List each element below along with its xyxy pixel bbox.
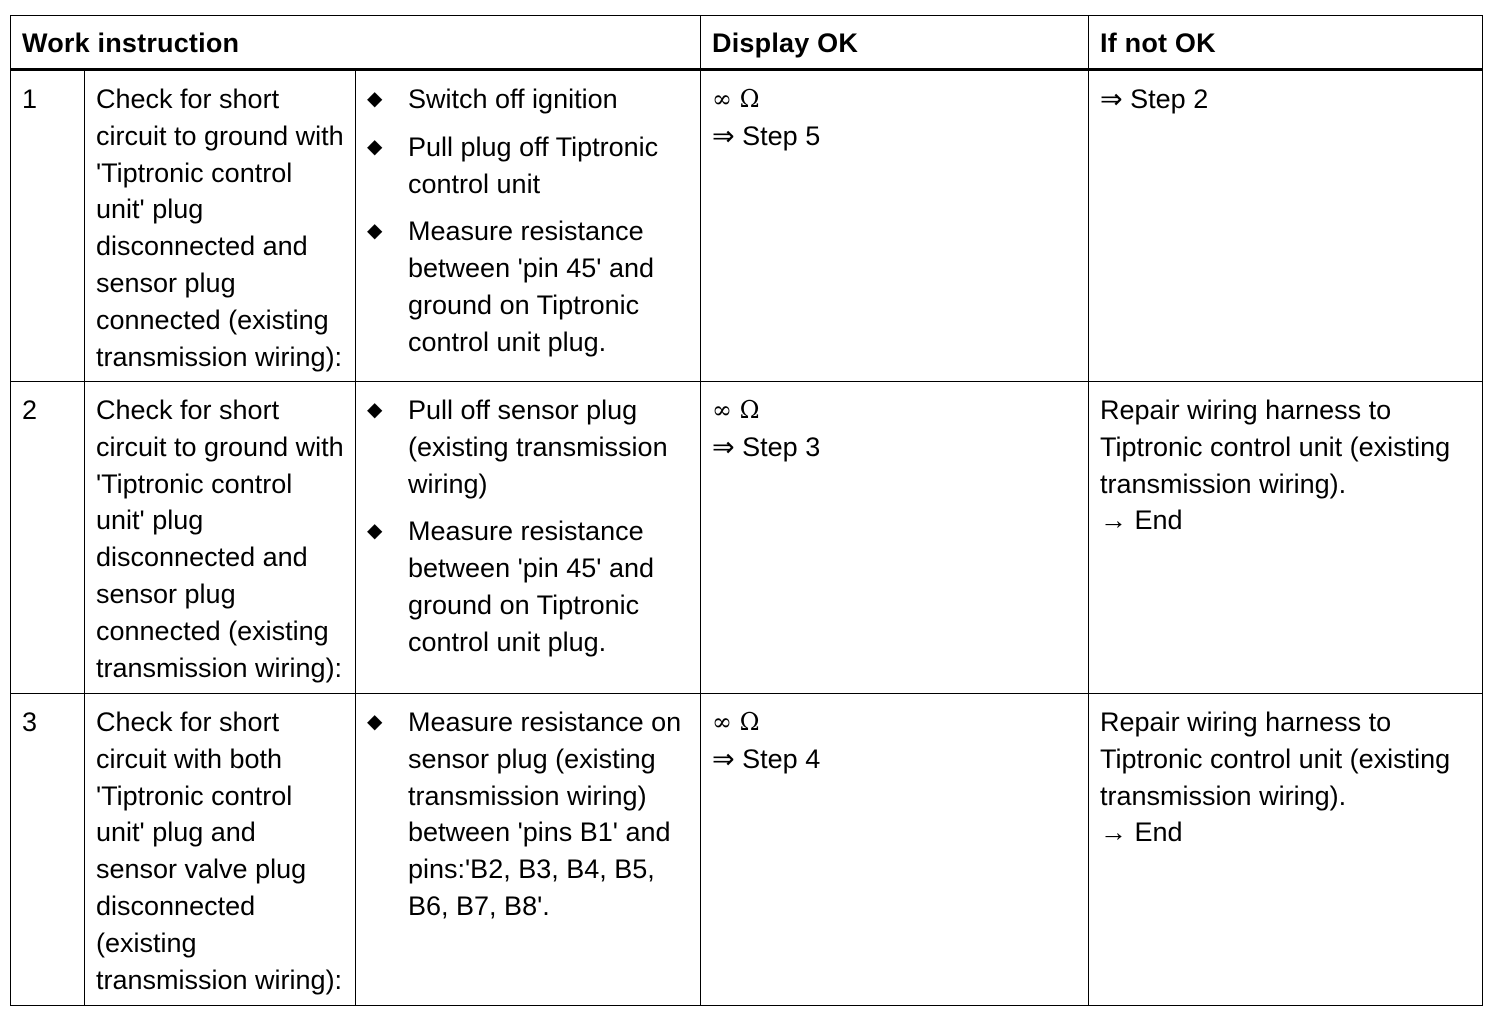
resistance-value: ∞ Ω — [712, 85, 760, 113]
step-description: Check for short circuit with both 'Tiptronic control unit' plug and sensor valve plug disconnected (existing transmission wiring): — [85, 694, 356, 1006]
diamond-bullet-icon: ◆ — [367, 135, 383, 158]
diamond-bullet-icon: ◆ — [367, 399, 383, 421]
diamond-bullet-icon: ◆ — [367, 520, 383, 543]
end-marker: → End — [1100, 817, 1183, 848]
step-number: 2 — [11, 382, 85, 694]
if-not-ok-text: Repair wiring harness to Tiptronic control unit (existing transmission wiring). — [1100, 707, 1451, 811]
step-description: Check for short circuit to ground with 'Tiptronic control unit' plug disconnected and sensor plug connected (existing transmission wiring): — [85, 382, 356, 694]
if-not-ok-cell — [1089, 694, 1483, 1006]
step-number: 1 — [11, 70, 85, 382]
step-description: Check for short circuit to ground with 'Tiptronic control unit' plug disconnected and sensor plug connected (existing transmission wiring): — [85, 70, 356, 382]
step-actions — [356, 70, 701, 382]
action-item: ◆ Measure resistance between 'pin 45' and ground on Tiptronic control unit plug. — [367, 513, 689, 660]
if-not-ok-text: Repair wiring harness to Tiptronic control unit (existing transmission wiring). — [1100, 395, 1451, 499]
step-actions — [356, 382, 701, 694]
if-not-ok-text: ⇒ Step 2 — [1100, 84, 1209, 114]
resistance-value: ∞ Ω — [712, 396, 760, 424]
table-row — [11, 70, 1483, 382]
diamond-bullet-icon: ◆ — [367, 88, 383, 110]
header-if-not-ok: If not OK — [1089, 16, 1483, 70]
display-ok-cell — [701, 70, 1089, 382]
action-list — [367, 81, 689, 361]
header-display-ok: Display OK — [701, 16, 1089, 70]
display-ok-cell — [701, 382, 1089, 694]
if-not-ok-cell — [1089, 382, 1483, 694]
work-instruction-table — [10, 15, 1483, 1006]
if-not-ok-cell — [1089, 70, 1483, 382]
end-marker: → End — [1100, 505, 1183, 536]
diamond-bullet-icon: ◆ — [367, 711, 383, 733]
action-item: ◆ Pull off sensor plug (existing transmission wiring) — [367, 392, 689, 502]
action-item: ◆ Pull plug off Tiptronic control unit — [367, 129, 689, 203]
diamond-bullet-icon: ◆ — [367, 220, 383, 243]
action-item: ◆ Measure resistance on sensor plug (existing transmission wiring) between 'pins B1' and pins:'B2, B3, B4, B5, B6, B7, B8'. — [367, 704, 689, 925]
step-number: 3 — [11, 694, 85, 1006]
next-step: ⇒ Step 5 — [712, 120, 821, 151]
display-ok-cell — [701, 694, 1089, 1006]
next-step: ⇒ Step 4 — [712, 743, 821, 774]
table-row — [11, 382, 1483, 694]
resistance-value: ∞ Ω — [712, 708, 760, 736]
table-row — [11, 694, 1483, 1006]
action-item: ◆ Measure resistance between 'pin 45' and ground on Tiptronic control unit plug. — [367, 213, 689, 360]
action-item: ◆ Switch off ignition — [367, 81, 689, 118]
table-header-row — [11, 16, 1483, 70]
action-list — [367, 392, 689, 661]
next-step: ⇒ Step 3 — [712, 431, 821, 462]
step-actions — [356, 694, 701, 1006]
action-list — [367, 704, 689, 925]
header-work-instruction: Work instruction — [11, 16, 701, 70]
